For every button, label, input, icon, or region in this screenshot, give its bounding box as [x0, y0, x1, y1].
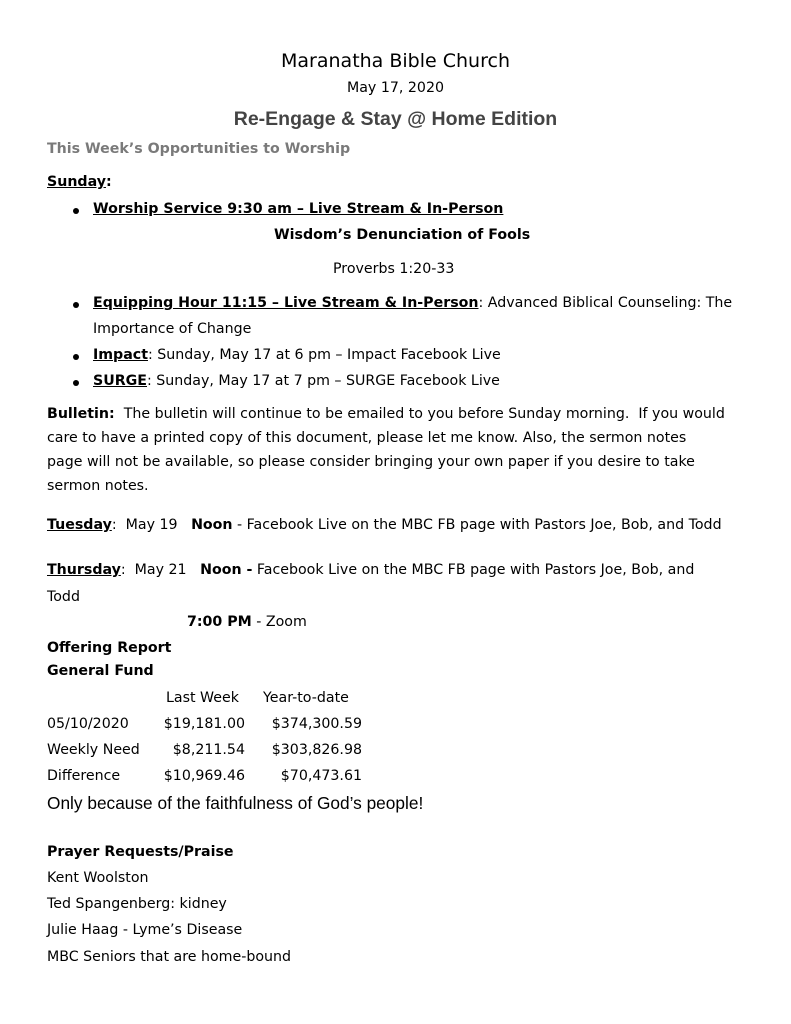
table-cell: $8,211.54	[172, 742, 245, 758]
offering-report-title: Offering Report	[47, 640, 172, 656]
bullet-icon	[73, 208, 79, 214]
table-cell: $70,473.61	[280, 768, 362, 784]
list-item: Kent Woolston	[47, 870, 149, 886]
general-fund-title: General Fund	[47, 663, 154, 679]
tuesday-item: Tuesday: May 19 Noon - Facebook Live on the MBC FB page with Pastors Joe, Bob, and Todd	[47, 517, 722, 533]
bulletin-paragraph: Bulletin: The bulletin will continue to be emailed to you before Sunday morning. If you would care to have a printed copy of this document, please let me know. Also, the sermon notes page will not be available, so please consider bringing your own paper if you desire to take sermon notes.	[47, 406, 725, 494]
column-header: Last Week	[166, 690, 239, 706]
equipping-hour-cont: Importance of Change	[93, 321, 252, 337]
list-item: Julie Haag - Lyme’s Disease	[47, 922, 243, 938]
edition-title: Re-Engage & Stay @ Home Edition	[233, 108, 558, 130]
sermon-title: Wisdom’s Denunciation of Fools	[274, 227, 531, 243]
surge-item: SURGE: Sunday, May 17 at 7 pm – SURGE Facebook Live	[93, 373, 500, 389]
table-cell: $19,181.00	[163, 716, 245, 732]
table-row-label: Difference	[47, 768, 121, 784]
sermon-passage: Proverbs 1:20-33	[333, 261, 455, 277]
table-cell: $10,969.46	[163, 768, 245, 784]
equipping-hour: Equipping Hour 11:15 – Live Stream & In-Person: Advanced Biblical Counseling: The	[93, 295, 733, 311]
bullet-icon	[73, 302, 79, 308]
thursday-item-cont: Todd	[47, 589, 80, 605]
thursday-evening: 7:00 PM - Zoom	[187, 614, 307, 630]
table-cell: $374,300.59	[271, 716, 362, 732]
opportunities-heading: This Week’s Opportunities to Worship	[47, 141, 351, 157]
bulletin-date: May 17, 2020	[346, 80, 445, 96]
table-cell: $303,826.98	[271, 742, 362, 758]
offering-note: Only because of the faithfulness of God’s people!	[47, 793, 424, 813]
column-header: Year-to-date	[263, 690, 349, 706]
impact-item: Impact: Sunday, May 17 at 6 pm – Impact Facebook Live	[93, 347, 501, 363]
table-row-label: 05/10/2020	[47, 716, 129, 732]
list-item: Ted Spangenberg: kidney	[47, 896, 227, 912]
worship-service: Worship Service 9:30 am – Live Stream & In-Person	[93, 201, 504, 217]
church-name: Maranatha Bible Church	[281, 50, 510, 72]
table-row-label: Weekly Need	[47, 742, 140, 758]
sunday-heading: Sunday:	[47, 174, 112, 190]
bullet-icon	[73, 380, 79, 386]
list-item: MBC Seniors that are home-bound	[47, 949, 292, 965]
thursday-item: Thursday: May 21 Noon - Facebook Live on the MBC FB page with Pastors Joe, Bob, and	[47, 562, 695, 578]
prayer-title: Prayer Requests/Praise	[47, 844, 234, 860]
bullet-icon	[73, 354, 79, 360]
